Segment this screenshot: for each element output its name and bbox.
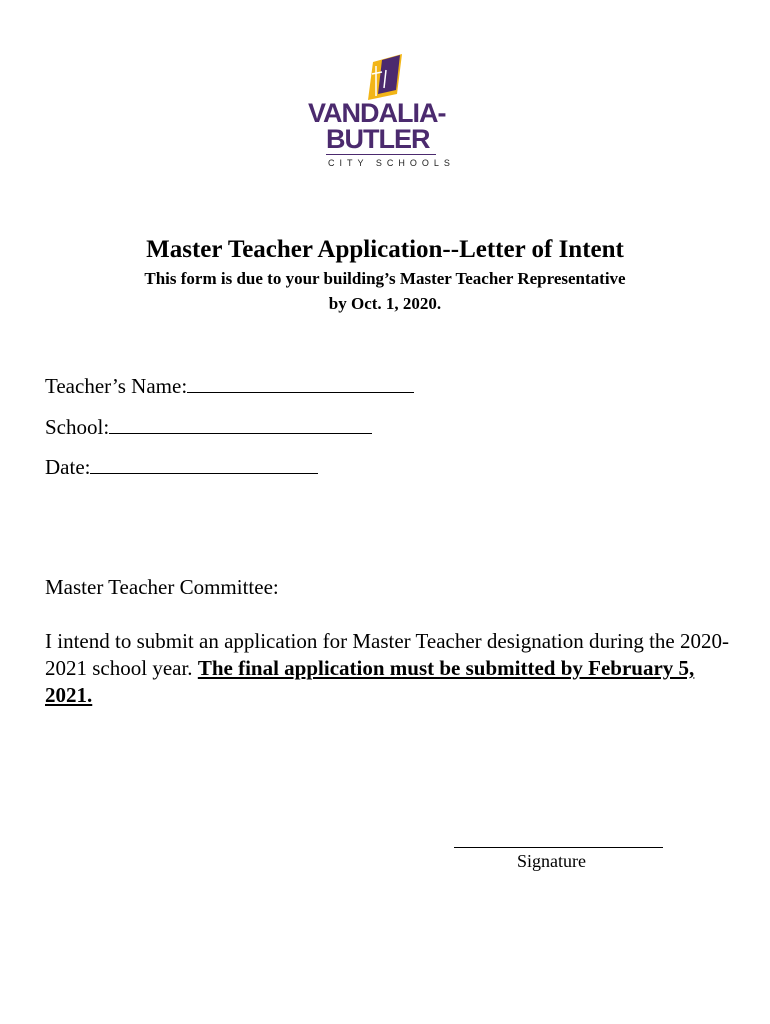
- page-subtitle-line1: This form is due to your building’s Master Teacher Representative: [144, 269, 626, 288]
- teacher-name-field: [45, 374, 414, 399]
- teacher-name-blank[interactable]: [187, 374, 414, 393]
- logo-rule: [326, 154, 436, 155]
- signature-line[interactable]: [454, 847, 663, 848]
- school-field: [45, 415, 372, 440]
- district-logo: [300, 50, 470, 175]
- logo-line1: VANDALIA-: [308, 98, 446, 128]
- school-label: School:: [45, 415, 110, 439]
- deadline-emphasis: The final application must be submitted by February 5, 2021.: [45, 656, 695, 707]
- school-blank[interactable]: [109, 415, 372, 434]
- salutation: Master Teacher Committee:: [45, 575, 279, 599]
- page-title: Master Teacher Application--Letter of Intent: [146, 236, 624, 263]
- date-blank[interactable]: [90, 455, 318, 474]
- page-subtitle-line2: by Oct. 1, 2020.: [328, 294, 442, 313]
- date-field: [45, 455, 318, 480]
- letter-body: [45, 628, 735, 709]
- signature-label: Signature: [517, 851, 586, 871]
- date-label: Date:: [45, 455, 91, 479]
- teacher-name-label: Teacher’s Name:: [45, 374, 188, 398]
- logo-subtitle: CITY SCHOOLS: [328, 158, 455, 168]
- letter-body-text: I intend to submit an application for Master Teacher designation during the 2020-2021 school year.: [45, 629, 729, 680]
- logo-line2: BUTLER: [326, 124, 430, 154]
